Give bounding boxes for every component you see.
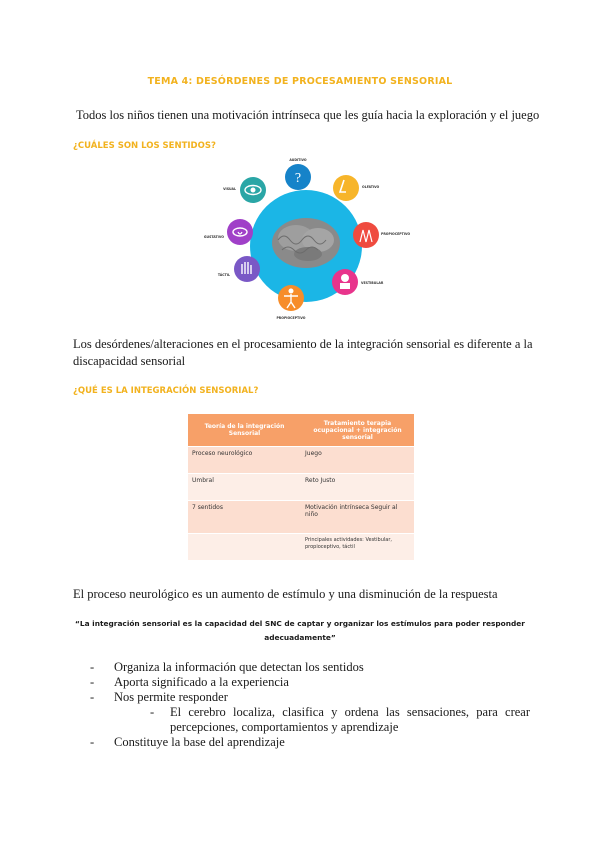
- paragraph-discapacidad: Los desórdenes/alteraciones en el procesamiento de la integración sensorial es diferente a la discapacidad sensorial: [73, 337, 533, 368]
- section-heading-integracion: ¿QUÉ ES LA INTEGRACIÓN SENSORIAL?: [73, 386, 259, 396]
- paragraph-proceso: El proceso neurológico es un aumento de estímulo y una disminución de la respuesta: [73, 587, 498, 601]
- sense-visual-icon: [240, 177, 266, 203]
- table-row: [188, 534, 414, 561]
- sub-list-item: [150, 705, 530, 735]
- table-header-cell: Tratamiento terapia ocupacional + integración sensorial: [301, 414, 414, 447]
- table-cell: [188, 534, 301, 561]
- table-row: [188, 501, 414, 534]
- sense-tactil-icon: [234, 256, 260, 282]
- list-item-text: Organiza la información que detectan los sentidos: [114, 660, 364, 674]
- sense-olfativo-icon: [333, 175, 359, 201]
- integration-table: [188, 414, 414, 561]
- table-cell: Juego: [301, 447, 414, 474]
- label-propioceptivo-2: PROPIOCEPTIVO: [276, 316, 306, 320]
- sense-vestibular-icon: [332, 269, 358, 295]
- bullet-dash: -: [150, 705, 155, 719]
- table-cell: Reto Justo: [301, 474, 414, 501]
- label-tactil: TÁCTIL: [217, 273, 230, 277]
- list-item-text: Aporta significado a la experiencia: [114, 675, 289, 689]
- table-header-row: [188, 414, 414, 447]
- table-cell: 7 sentidos: [188, 501, 301, 534]
- quote-definition: “La integración sensorial es la capacidad del SNC de captar y organizar los estímulos para poder responder adecuadamente”: [75, 619, 525, 642]
- page-title: TEMA 4: DESÓRDENES DE PROCESAMIENTO SENSORIAL: [147, 76, 453, 87]
- table-cell: Proceso neurológico: [188, 447, 301, 474]
- bullet-list: [90, 660, 530, 750]
- sense-auditivo-icon: [285, 164, 311, 190]
- bullet-dash: -: [90, 690, 95, 704]
- brain-icon: [272, 218, 340, 268]
- label-visual: VISUAL: [223, 187, 236, 191]
- list-item: [90, 675, 530, 690]
- sense-gustativo-icon: [227, 219, 253, 245]
- intro-text: Todos los niños tienen una motivación intrínseca que les guía hacia la exploración y el juego: [76, 108, 540, 122]
- label-gustativo: GUSTATIVO: [203, 235, 224, 239]
- bullet-dash: -: [90, 675, 95, 689]
- sub-list-item-text: El cerebro localiza, clasifica y ordena las sensaciones, para crear percepciones, comportamientos y aprendizaje: [170, 705, 530, 734]
- list-item-text: Nos permite responder: [114, 690, 228, 704]
- label-vestibular: VESTIBULAR: [361, 281, 384, 285]
- table-cell: Motivación intrínseca Seguir al niño: [301, 501, 414, 534]
- sub-list: [114, 705, 530, 735]
- label-olfativo: OLFATIVO: [362, 185, 380, 189]
- list-item: [90, 690, 530, 735]
- sense-propioceptivo-2-icon: [278, 285, 304, 311]
- bullet-dash: -: [90, 660, 95, 674]
- list-item: [90, 735, 530, 750]
- table-cell: Principales actividades: Vestibular, propioceptivo, táctil: [301, 534, 414, 561]
- label-auditivo: AUDITIVO: [289, 158, 307, 162]
- section-heading-senses: ¿CUÁLES SON LOS SENTIDOS?: [73, 141, 216, 151]
- sense-propioceptivo-icon: [353, 222, 379, 248]
- table-row: [188, 474, 414, 501]
- list-item-text: Constituye la base del aprendizaje: [114, 735, 285, 749]
- senses-diagram-svg: [190, 150, 420, 322]
- bullet-dash: -: [90, 735, 95, 749]
- label-propioceptivo: PROPIOCEPTIVO: [381, 232, 411, 236]
- table-row: [188, 447, 414, 474]
- list-item: [90, 660, 530, 675]
- svg-text:?: ?: [294, 171, 302, 186]
- table-cell: Umbral: [188, 474, 301, 501]
- table-header-cell: Teoría de la integración Sensorial: [188, 414, 301, 447]
- senses-diagram: [190, 150, 420, 322]
